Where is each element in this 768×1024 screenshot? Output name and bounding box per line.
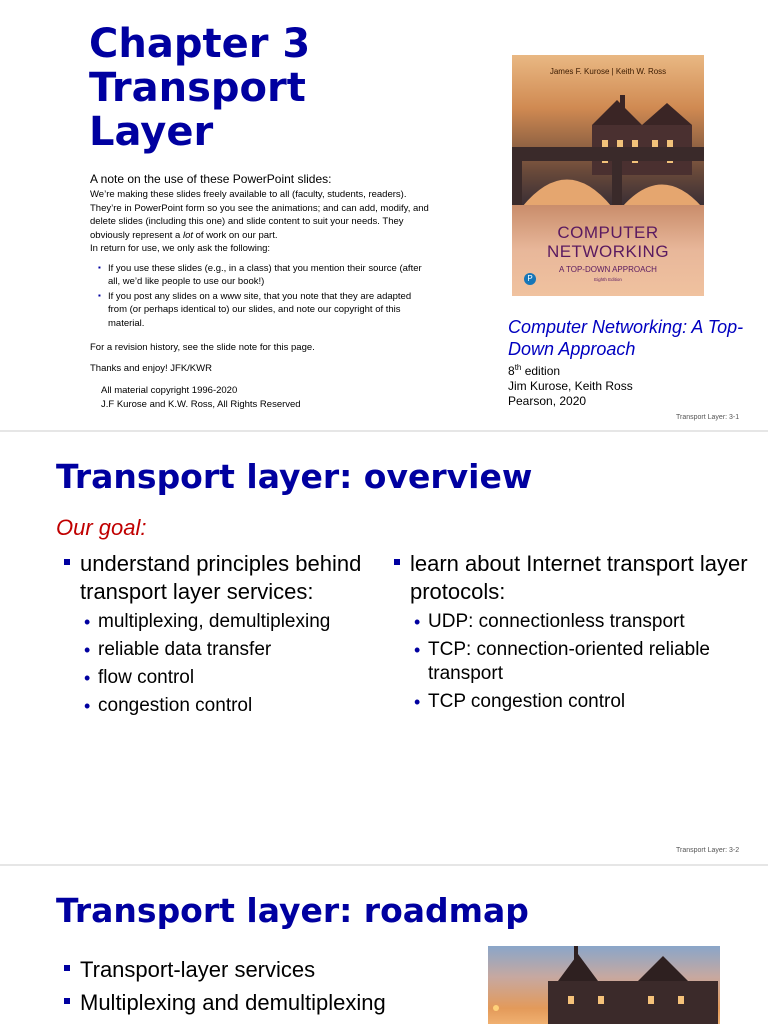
- edition-suffix: th: [514, 363, 522, 372]
- usage-note: [90, 172, 430, 411]
- book-publisher: Pearson, 2020: [508, 394, 587, 408]
- cover-title: COMPUTER: [557, 223, 659, 242]
- note-emphasis: lot: [182, 229, 193, 241]
- book-info: [508, 316, 758, 409]
- sub-bullet: • multiplexing, demultiplexing: [98, 610, 362, 634]
- copyright-line: All material copyright 1996-2020: [101, 385, 238, 396]
- sub-bullet: • TCP congestion control: [428, 690, 752, 714]
- slide-number: Transport Layer: 3-2: [676, 847, 740, 854]
- castle-icon: [488, 946, 720, 1024]
- book-title: Computer Networking: A Top-Down Approach: [508, 317, 744, 359]
- sub-bullet: • congestion control: [98, 694, 362, 718]
- main-bullet: understand principles behind transport layer services:: [62, 550, 362, 606]
- note-bullet: ▪ If you use these slides (e.g., in a class) that you mention their source (after all, we’d like people to use our book!): [108, 262, 430, 289]
- note-text: In return for use, we only ask the following:: [90, 243, 271, 254]
- edition-number: 8: [508, 364, 515, 378]
- book-authors: Jim Kurose, Keith Ross: [508, 379, 633, 393]
- thanks-note: Thanks and enjoy! JFK/KWR: [90, 363, 212, 374]
- building-photo: [488, 946, 720, 1024]
- title-line: Chapter 3: [89, 21, 311, 67]
- note-bullet-list: [90, 262, 430, 331]
- note-text: of work on our part.: [193, 229, 278, 241]
- note-bullet: ▪ If you post any slides on a www site, that you note that they are adapted from (or perhaps identical to) our slides, and note our copyright of this material.: [108, 290, 430, 331]
- roadmap-item: Multiplexing and demultiplexing: [62, 989, 386, 1017]
- roadmap-item: Transport-layer services: [62, 956, 386, 984]
- sub-bullet: • reliable data transfer: [98, 638, 362, 662]
- copyright-line: J.F Kurose and K.W. Ross, All Rights Reserved: [101, 398, 301, 410]
- main-bullet: learn about Internet transport layer protocols:: [392, 550, 752, 606]
- sub-bullet: • UDP: connectionless transport: [428, 610, 752, 634]
- slide-3: [0, 866, 768, 1024]
- sub-bullet: • flow control: [98, 666, 362, 690]
- slide-title: Transport layer: roadmap: [56, 891, 529, 930]
- slide-2: [0, 432, 768, 864]
- copyright-note: [101, 384, 430, 411]
- cover-edition: Eighth Edition: [594, 277, 622, 282]
- note-heading: A note on the use of these PowerPoint slides:: [90, 172, 332, 186]
- title-line: Layer: [89, 109, 214, 155]
- sub-bullet-list: [62, 610, 362, 718]
- slide-title: Transport layer: overview: [56, 457, 533, 496]
- cover-title: NETWORKING: [546, 242, 670, 261]
- title-line: Transport: [89, 65, 306, 111]
- revision-note: For a revision history, see the slide note for this page.: [90, 342, 315, 353]
- edition-label: edition: [521, 364, 561, 378]
- left-column: [62, 550, 362, 722]
- cover-authors: James F. Kurose | Keith W. Ross: [549, 67, 667, 76]
- note-text: We’re making these slides freely available to all (faculty, students, readers). They’re in PowerPoint form so you see the animations; and can add, modify, and delete slides (including this one) and slide content to suit your needs. They obviously represent a: [90, 189, 429, 241]
- right-column: [392, 550, 752, 718]
- book-edition: [508, 360, 758, 379]
- pearson-logo-icon: P: [524, 273, 536, 285]
- slide-number: Transport Layer: 3-1: [676, 414, 740, 421]
- sub-bullet: • TCP: connection-oriented reliable transport: [428, 638, 752, 686]
- roadmap-list: [62, 956, 386, 1022]
- slide-title: [89, 22, 310, 154]
- note-body: [90, 188, 430, 256]
- slide-1: [0, 0, 768, 430]
- sub-bullet-list: [392, 610, 752, 714]
- cover-subtitle: A TOP-DOWN APPROACH: [559, 265, 657, 274]
- cover-bridge-icon: [512, 147, 704, 207]
- goal-label: Our goal:: [56, 515, 147, 540]
- book-cover-image: [512, 55, 704, 296]
